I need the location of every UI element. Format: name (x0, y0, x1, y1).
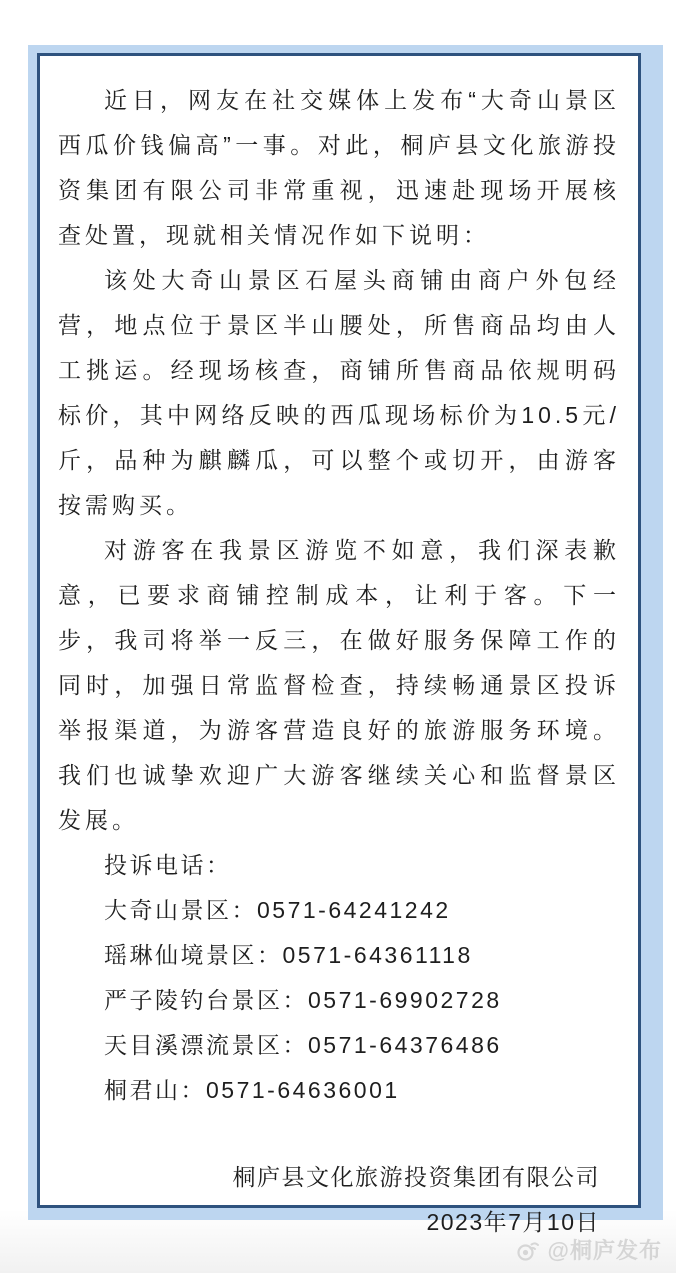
notice-paragraph-1: 近日，网友在社交媒体上发布“大奇山景区西瓜价钱偏高”一事。对此，桐庐县文化旅游投资集团有限公司非常重视，迅速赴现场开展核查处置，现就相关情况作如下说明： (58, 87, 620, 248)
hotline-row: 严子陵钓台景区：0571-69902728 (104, 987, 502, 1013)
signature-company: 桐庐县文化旅游投资集团有限公司 (232, 1164, 600, 1190)
notice-document (37, 53, 641, 1235)
hotline-row: 桐君山：0571-64636001 (104, 1077, 400, 1103)
watermark (515, 1234, 662, 1265)
hotline-row: 天目溪漂流景区：0571-64376486 (104, 1032, 502, 1058)
weibo-icon (515, 1237, 543, 1262)
watermark-text: @桐庐发布 (547, 1238, 662, 1263)
notice-blue-frame (28, 45, 663, 1235)
hotline-row: 大奇山景区：0571-64241242 (104, 897, 451, 923)
hotline-heading: 投诉电话： (104, 852, 232, 878)
signature-block (58, 1155, 620, 1245)
notice-paragraph-3: 对游客在我景区游览不如意，我们深表歉意，已要求商铺控制成本，让利于客。下一步，我司将举一反三，在做好服务保障工作的同时，加强日常监督检查，持续畅通景区投诉举报渠道，为游客营造良好的旅游服务环境。我们也诚挚欢迎广大游客继续关心和监督景区发展。 (58, 537, 620, 833)
signature-date: 2023年7月10日 (426, 1209, 600, 1235)
notice-paragraph-2: 该处大奇山景区石屋头商铺由商户外包经营，地点位于景区半山腰处，所售商品均由人工挑运。经现场核查，商铺所售商品依规明码标价，其中网络反映的西瓜现场标价为10.5元/斤，品种为麒麟瓜，可以整个或切开，由游客按需购买。 (58, 267, 620, 518)
hotline-row: 瑶琳仙境景区：0571-64361118 (104, 942, 473, 968)
hotline-list (58, 888, 620, 1113)
